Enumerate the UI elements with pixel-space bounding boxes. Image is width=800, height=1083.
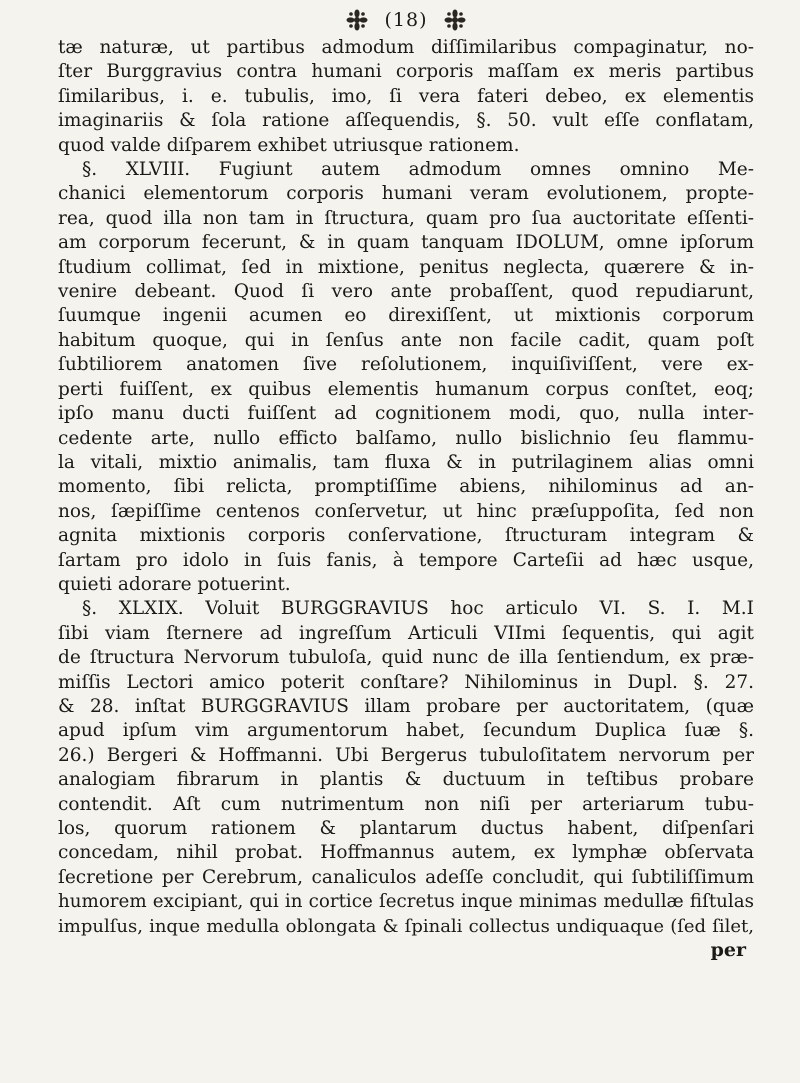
text-line: tæ naturæ, ut partibus admodum diſſimilaribus compaginatur, no- — [58, 37, 754, 58]
text-line: miſſis Lectori amico poterit conſtare? Nihilominus in Dupl. §. 27. — [58, 671, 754, 693]
text-line: analogiam fibrarum in plantis & ductuum in teſtibus probare — [58, 769, 754, 791]
text-line: concedam, nihil probat. Hoffmannus autem, ex lymphæ obſervata — [58, 842, 754, 864]
floral-ornament-icon — [346, 9, 368, 31]
text-line: 26.) Bergeri & Hoffmanni. Ubi Bergerus tubuloſitatem nervorum per — [58, 744, 754, 766]
text-line: quieti adorare potuerint. — [58, 573, 291, 595]
text-line: habitum quoque, qui in ſenſus ante non facile cadit, quam poſt — [58, 329, 754, 351]
text-line: la vitali, mixtio animalis, tam fluxa & in putrilaginem alias omni — [58, 451, 754, 473]
text-line: ſecretione per Cerebrum, canaliculos adeſſe concludit, qui ſubtiliſſimum — [58, 866, 754, 888]
text-line: de ſtructura Nervorum tubuloſa, quid nunc de illa ſentiendum, ex præ- — [58, 647, 754, 669]
text-line: apud ipſum vim argumentorum habet, ſecundum Duplica ſuæ §. — [58, 720, 754, 742]
text-line: ſartam pro idolo in ſuis fanis, à tempore Carteſii ad hæc usque, — [58, 549, 754, 571]
text-line: ſter Burggravius contra humani corporis maſſam ex meris partibus — [58, 61, 754, 83]
text-line: imaginariis & ſola ratione aſſequendis, §. 50. vult eſſe conflatam, — [58, 110, 754, 132]
text-line: ſtudium collimat, ſed in mixtione, penitus neglecta, quærere & in- — [58, 256, 754, 278]
text-line: & 28. inſtat BURGGRAVIUS illam probare per auctoritatem, (quæ — [58, 695, 754, 717]
text-line: agnita mixtionis corporis conſervatione, ſtructuram integram & — [58, 525, 754, 547]
page-number: (18) — [384, 9, 428, 31]
text-line: los, quorum rationem & plantarum ductus habent, diſpenſari — [58, 818, 754, 839]
text-line: impulſus, inque medulla oblongata & ſpinali collectus undiquaque (ſed ſilet, — [58, 915, 754, 937]
text-line: am corporum fecerunt, & in quam tanquam IDOLUM, omne ipſorum — [58, 232, 754, 254]
text-line: nos, ſæpiſſime centenos conſervetur, ut hinc præſuppoſita, ſed non — [58, 500, 754, 522]
text-line: rea, quod illa non tam in ſtructura, quam pro ſua auctoritate eſſenti- — [58, 207, 754, 229]
text-line: ſibi viam ſternere ad ingreſſum Articuli VIImi ſequentis, qui agit — [58, 622, 754, 644]
text-line: ſuumque ingenii acumen eo direxiſſent, ut mixtionis corporum — [58, 305, 754, 327]
text-line: venire debeant. Quod ſi vero ante probaſſent, quod repudiarunt, — [58, 281, 754, 303]
body-text — [58, 36, 754, 961]
text-line: ſubtiliorem anatomen ſive reſolutionem, inquiſiviſſent, vere ex- — [58, 354, 754, 376]
floral-ornament-icon — [444, 9, 466, 31]
text-line: contendit. Aſt cum nutrimentum non niſi per arteriarum tubu- — [58, 793, 754, 815]
text-line: humorem excipiant, qui in cortice ſecretus inque minimas medullæ fiſtulas — [58, 891, 754, 913]
text-line: ſimilaribus, i. e. tubulis, imo, ſi vera fateri debeo, ex elementis — [58, 85, 754, 107]
page-header — [58, 6, 754, 34]
text-line: momento, ſibi relicta, promptiſſime abiens, nihilominus ad an- — [58, 476, 754, 498]
catchword: per — [710, 939, 746, 962]
text-line: ipſo manu ducti fuiſſent ad cognitionem modi, quo, nulla inter- — [58, 403, 754, 425]
section-heading-line: §. XLXIX. Voluit BURGGRAVIUS hoc articulo VI. S. I. M.I — [82, 598, 754, 620]
section-heading-line: §. XLVIII. Fugiunt autem admodum omnes omnino Me- — [82, 159, 754, 181]
text-line: perti fuiſſent, ex quibus elementis humanum corpus conſtet, eoq; — [58, 378, 754, 400]
text-line: cedente arte, nullo efficto balſamo, nullo bislichnio ſeu flammu- — [58, 427, 754, 449]
text-line: quod valde diſparem exhibet utriusque rationem. — [58, 134, 520, 156]
text-line: chanici elementorum corporis humani veram evolutionem, propte- — [58, 183, 754, 205]
